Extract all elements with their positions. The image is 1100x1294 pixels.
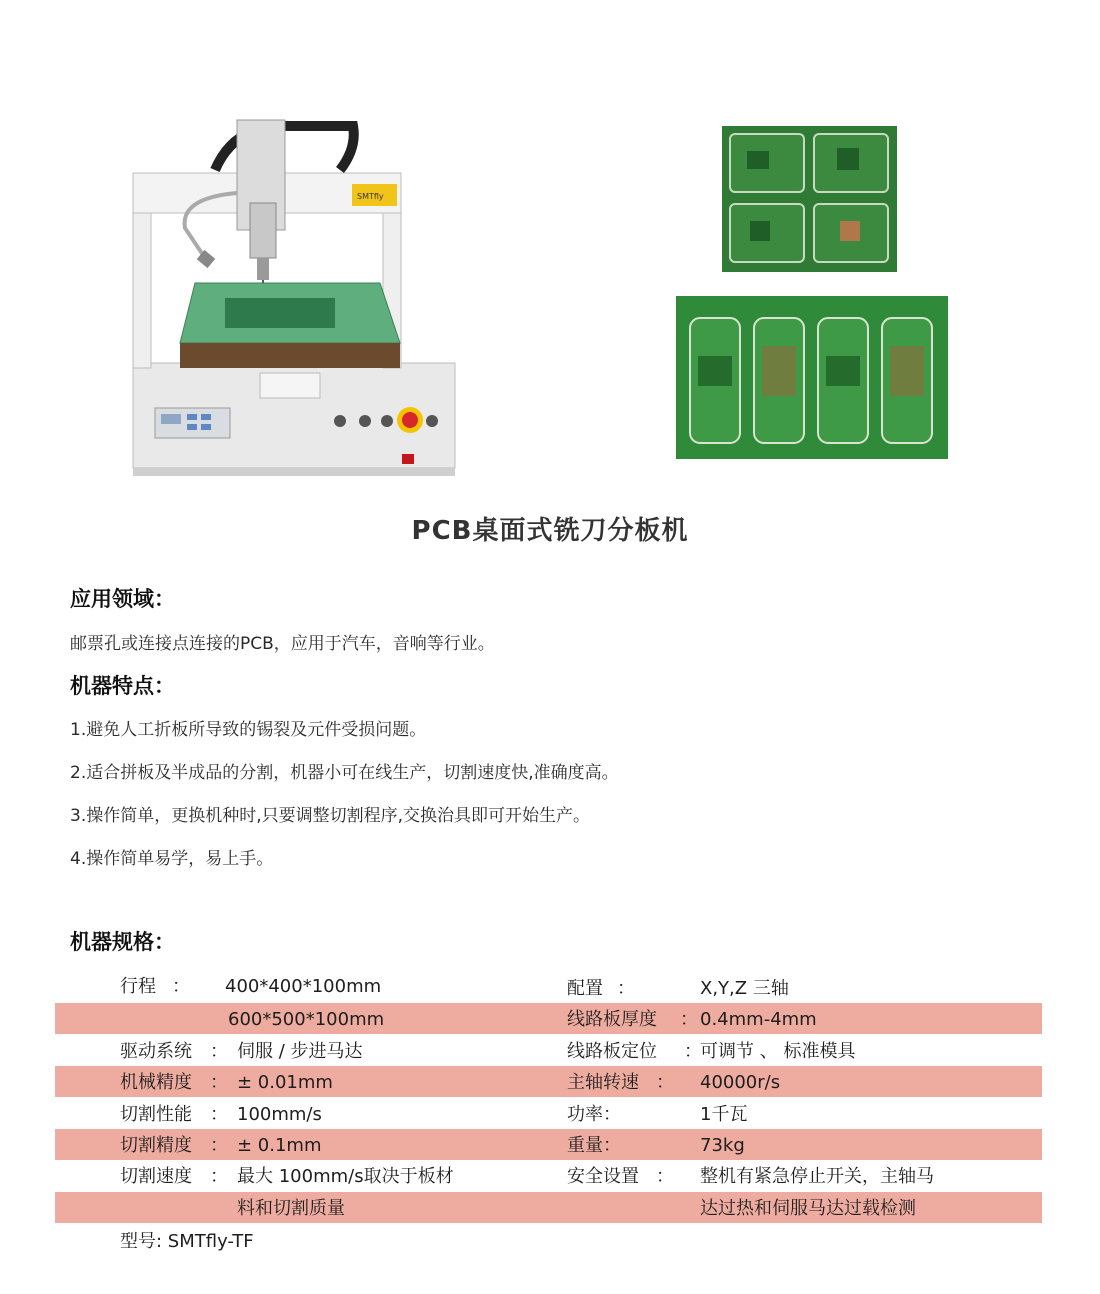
spec-separator: ：	[210, 1135, 228, 1156]
spec-label: 驱动系统	[120, 1041, 192, 1062]
spec-separator: ：	[210, 1166, 228, 1187]
spec-label: 线路板厚度	[567, 1009, 657, 1030]
spec-label: 行程	[120, 976, 156, 997]
machine-photo	[125, 118, 465, 480]
spec-value: 73kg	[700, 1135, 745, 1156]
pcb-panel-top	[722, 126, 897, 272]
spec-label: 切割精度	[120, 1135, 192, 1156]
spec-label: 重量：	[567, 1135, 621, 1156]
spec-row-highlight	[55, 1129, 1042, 1160]
spec-separator: ：	[684, 1041, 702, 1062]
spec-label: 机械精度	[120, 1072, 192, 1093]
specs-heading: 机器规格：	[70, 930, 175, 954]
features-heading: 机器特点：	[70, 674, 175, 698]
spec-separator: ：	[617, 978, 635, 999]
spec-row-highlight	[55, 1003, 1042, 1034]
spec-label: 安全设置	[567, 1166, 639, 1187]
spec-value: 600*500*100mm	[228, 1009, 385, 1030]
machine-logo-text: SMTfly	[357, 192, 384, 201]
spec-value: 整机有紧急停止开关，主轴马	[700, 1166, 934, 1187]
application-heading: 应用领域：	[70, 587, 175, 611]
feature-item: 4.操作简单易学，易上手。	[70, 849, 274, 869]
spec-value: 100mm/s	[237, 1104, 322, 1125]
spec-separator: ：	[680, 1009, 698, 1030]
spec-value: 0.4mm-4mm	[700, 1009, 817, 1030]
spec-row-highlight	[55, 1066, 1042, 1097]
spec-label: 切割性能	[120, 1104, 192, 1125]
model-number: 型号: SMTfly-TF	[120, 1231, 254, 1252]
spec-label: 切割速度	[120, 1166, 192, 1187]
spec-separator: ：	[210, 1072, 228, 1093]
spec-value: 40000r/s	[700, 1072, 781, 1093]
spec-value: 伺服 / 步进马达	[237, 1041, 363, 1062]
feature-item: 3.操作简单，更换机种时,只要调整切割程序,交换治具即可开始生产。	[70, 806, 591, 826]
application-text: 邮票孔或连接点连接的PCB，应用于汽车，音响等行业。	[70, 634, 495, 654]
spec-value: 1千瓦	[700, 1104, 748, 1125]
spec-value: 最大 100mm/s取决于板材	[237, 1166, 454, 1187]
spec-value: ± 0.01mm	[237, 1072, 333, 1093]
spec-label: 主轴转速	[567, 1072, 639, 1093]
spec-separator: ：	[210, 1041, 228, 1062]
spec-label: 配置	[567, 978, 603, 999]
spec-value: 400*400*100mm	[225, 976, 382, 997]
spec-value: 料和切割质量	[237, 1198, 345, 1219]
spec-separator: ：	[172, 976, 190, 997]
feature-item: 2.适合拼板及半成品的分割，机器小可在线生产，切割速度快,准确度高。	[70, 763, 619, 783]
spec-separator: ：	[656, 1166, 674, 1187]
spec-separator: ：	[656, 1072, 674, 1093]
spec-value: ± 0.1mm	[237, 1135, 322, 1156]
spec-label: 线路板定位	[567, 1041, 657, 1062]
spec-label: 功率：	[567, 1104, 621, 1125]
feature-item: 1.避免人工折板所导致的锡裂及元件受损问题。	[70, 720, 427, 740]
page-title: PCB桌面式铣刀分板机	[411, 516, 689, 546]
spec-value: 可调节 、 标准模具	[700, 1041, 856, 1062]
spec-separator: ：	[210, 1104, 228, 1125]
spec-value: X,Y,Z 三轴	[700, 978, 789, 999]
pcb-panel-bottom	[676, 296, 948, 459]
spec-value: 达过热和伺服马达过载检测	[700, 1198, 916, 1219]
